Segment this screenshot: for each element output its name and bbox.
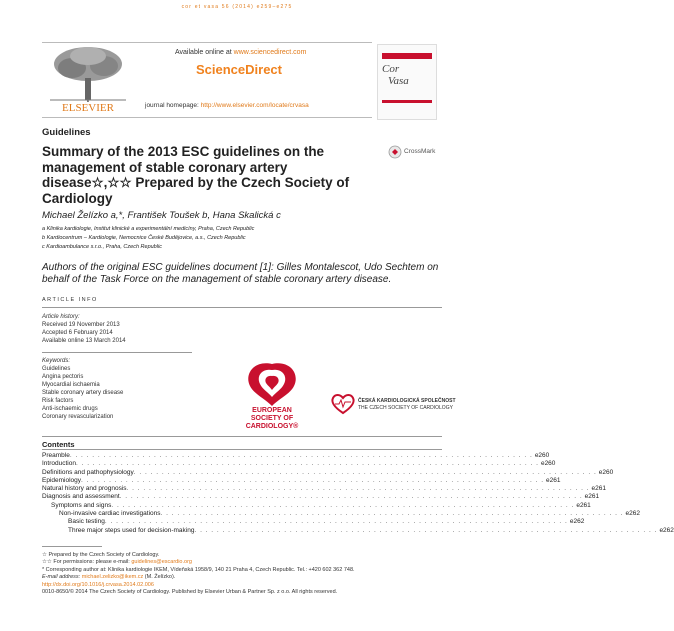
toc-item[interactable]: Definitions and pathophysiology . . . . . . . . . . . . . . . . . . . . . . . . . . . . . . . . . . . . . . . . . . . . . . . . . . . . . . . . . . . . . . . . . . . . . . . . . . . . . . . . . . . e260: [42, 468, 614, 476]
czech-society-name-en: THE CZECH SOCIETY OF CARDIOLOGY: [358, 405, 453, 411]
elsevier-tree-logo: [42, 44, 134, 114]
history-received: Received 19 November 2013: [42, 322, 120, 328]
esc-logo-line-3: CARDIOLOGY®: [245, 423, 299, 430]
article-info-heading: ARTICLE INFO: [42, 297, 98, 303]
journal-citation-line: cor et vasa 56 (2014) e259–e275: [181, 4, 293, 10]
section-label: Guidelines: [42, 127, 91, 138]
keyword: Guidelines: [42, 366, 71, 372]
toc-item[interactable]: Symptoms and signs . . . . . . . . . . . . . . . . . . . . . . . . . . . . . . . . . . . . . . . . . . . . . . . . . . . . . . . . . . . . . . . . . . . . . . . . . . . . . . . . . . . e261: [51, 501, 591, 509]
keyword: Angina pectoris: [42, 374, 84, 380]
keywords: [42, 357, 123, 421]
affiliation-a: a Klinika kardiologie, Institut klinické a experimentální medicíny, Praha, Czech Republic: [42, 226, 255, 232]
affiliation-b: b Kardiocentrum – Kardiologie, Nemocnice České Budějovice, a.s., Czech Republic: [42, 235, 246, 241]
czech-society-logo: [330, 393, 356, 415]
history-online: Available online 13 March 2014: [42, 338, 126, 344]
czech-society-name-cs: ČESKÁ KARDIOLOGICKÁ SPOLEČNOST: [358, 398, 456, 404]
journal-cover-thumbnail: [377, 44, 437, 120]
sciencedirect-brand: ScienceDirect: [196, 62, 282, 77]
toc-item[interactable]: Diagnosis and assessment . . . . . . . . . . . . . . . . . . . . . . . . . . . . . . . . . . . . . . . . . . . . . . . . . . . . . . . . . . . . . . . . . . . . . . . . . . . . . . . . . . . e261: [42, 493, 600, 501]
toc-item[interactable]: Preamble . . . . . . . . . . . . . . . . . . . . . . . . . . . . . . . . . . . . . . . . . . . . . . . . . . . . . . . . . . . . . . . . . . . . . . . . . . . . . . . . . . . e260: [42, 452, 550, 459]
toc-item[interactable]: Non-invasive cardiac investigations . . . . . . . . . . . . . . . . . . . . . . . . . . . . . . . . . . . . . . . . . . . . . . . . . . . . . . . . . . . . . . . . . . . . . . . . . . . . . . . . . . . e262: [59, 510, 640, 518]
keyword: Anti-ischaemic drugs: [42, 406, 98, 412]
journal-homepage-link[interactable]: http://www.elsevier.com/locate/crvasa: [200, 102, 309, 109]
table-of-contents: [42, 452, 674, 535]
cover-title-1: Cor: [382, 63, 400, 75]
author-list: Michael Želízko a,*, František Toušek b, Hana Skalická c: [42, 210, 281, 221]
cover-stripe: [382, 53, 432, 59]
crossmark-badge[interactable]: [388, 145, 442, 159]
footnote-rule: [42, 546, 102, 547]
affiliations: [42, 225, 254, 252]
cover-title-2: Vasa: [388, 75, 409, 87]
article-history: [42, 313, 126, 345]
footnote-1: ☆ Prepared by the Czech Society of Cardiology.: [42, 552, 160, 558]
author-email-link[interactable]: michael.zelizko@ikem.cz: [81, 574, 144, 581]
footnotes: [42, 552, 355, 596]
toc-item[interactable]: Natural history and prognosis . . . . . . . . . . . . . . . . . . . . . . . . . . . . . . . . . . . . . . . . . . . . . . . . . . . . . . . . . . . . . . . . . . . . . . . . . . . . . . . . . . . e261: [42, 485, 606, 493]
corresponding-author: * Corresponding author at: Klinika kardiologie IKEM, Vídeňská 1958/9, 140 21 Praha 4, Czech Republic. Tel.: +420 602 362 748.: [42, 566, 355, 573]
permissions-email-link[interactable]: guidelines@escardio.org: [131, 559, 192, 566]
crossmark-label: CrossMark: [404, 148, 436, 155]
cover-stripe-bottom: [382, 100, 432, 103]
keyword: Risk factors: [42, 398, 74, 404]
toc-item[interactable]: Basic testing . . . . . . . . . . . . . . . . . . . . . . . . . . . . . . . . . . . . . . . . . . . . . . . . . . . . . . . . . . . . . . . . . . . . . . . . . . . . . . . . . . . e262: [68, 518, 585, 526]
toc-item[interactable]: Epidemiology . . . . . . . . . . . . . . . . . . . . . . . . . . . . . . . . . . . . . . . . . . . . . . . . . . . . . . . . . . . . . . . . . . . . . . . . . . . . . . . . . . . e261: [42, 476, 561, 484]
publisher-name: ELSEVIER: [62, 102, 114, 114]
history-rule: [42, 352, 192, 353]
keyword: Coronary revascularization: [42, 414, 114, 420]
contents-top-rule: [42, 436, 442, 437]
email-line: E-mail address: michael.zelizko@ikem.cz (M. Želízko).: [42, 574, 176, 581]
article-title: Summary of the 2013 ESC guidelines on the management of stable coronary artery disease☆,☆☆ Prepared by the Czech Society of Cardiology: [42, 144, 350, 206]
available-online: Available online at www.sciencedirect.com: [175, 49, 307, 56]
keywords-label: Keywords:: [42, 358, 71, 364]
authors-statement: Authors of the original ESC guidelines document [1]: Gilles Montalescot, Udo Sechtem on behalf of the Task Force on the management of stable coronary artery disease.: [42, 262, 439, 285]
journal-homepage: journal homepage: http://www.elsevier.com/locate/crvasa: [145, 102, 309, 109]
affiliation-c: c Kardioambulance s.r.o., Praha, Czech Republic: [42, 244, 162, 250]
copyright: 0010-8650/© 2014 The Czech Society of Cardiology. Published by Elsevier Urban & Partner Sp. z o.o. All rights reserved.: [42, 589, 338, 596]
contents-heading-rule: [42, 449, 442, 450]
doi-link[interactable]: http://dx.doi.org/10.1016/j.crvasa.2014.02.006: [42, 581, 154, 588]
esc-logo-line-2: SOCIETY OF: [250, 415, 294, 422]
crossmark-icon: [388, 145, 402, 159]
contents-heading: Contents: [42, 440, 75, 449]
keyword: Myocardial ischaemia: [42, 382, 100, 388]
sciencedirect-link[interactable]: www.sciencedirect.com: [233, 49, 307, 56]
esc-logo: [220, 360, 320, 432]
keyword: Stable coronary artery disease: [42, 390, 124, 396]
toc-item[interactable]: Three major steps used for decision-making . . . . . . . . . . . . . . . . . . . . . . . . . . . . . . . . . . . . . . . . . . . . . . . . . . . . . . . . . . . . . . . . . . . . . . . . . . . . . . . . . . . e262: [68, 526, 674, 534]
esc-logo-line-1: EUROPEAN: [252, 407, 292, 414]
history-accepted: Accepted 6 February 2014: [42, 330, 113, 336]
footnote-2: ☆☆ For permissions: please e-mail: guidelines@escardio.org: [42, 559, 192, 566]
toc-item[interactable]: Introduction . . . . . . . . . . . . . . . . . . . . . . . . . . . . . . . . . . . . . . . . . . . . . . . . . . . . . . . . . . . . . . . . . . . . . . . . . . . . . . . . . . . e260: [42, 460, 556, 468]
article-info-rule: [42, 307, 442, 308]
history-label: Article history:: [42, 314, 80, 320]
czech-society-name: [358, 398, 456, 412]
